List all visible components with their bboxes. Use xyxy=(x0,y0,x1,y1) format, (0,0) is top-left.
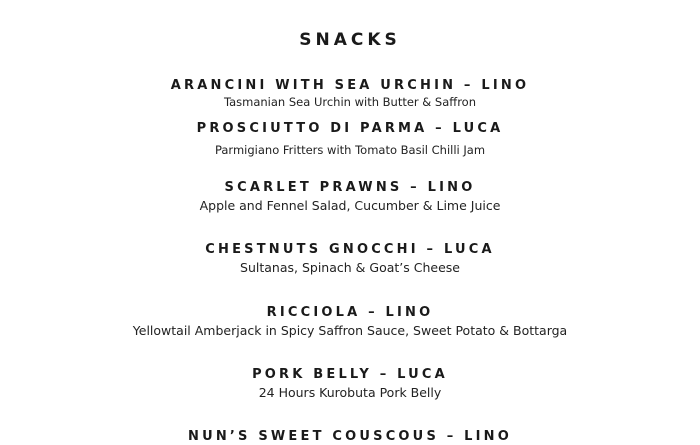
menu-item-description: Tasmanian Sea Urchin with Butter & Saffron xyxy=(223,95,476,109)
menu-item xyxy=(0,305,700,339)
menu-item-name: NUN’S SWEET COUSCOUS – LINO xyxy=(187,429,513,444)
menu-item-name: PROSCIUTTO DI PARMA – LUCA xyxy=(196,121,504,136)
menu-item xyxy=(0,429,700,445)
menu-item xyxy=(0,180,700,214)
menu-item xyxy=(0,367,700,401)
menu-item-description: Apple and Fennel Salad, Cucumber & Lime Juice xyxy=(199,198,501,213)
section-title: SNACKS xyxy=(299,30,401,50)
menu-item xyxy=(0,78,700,110)
menu-item-description: Yellowtail Amberjack in Spicy Saffron Sauce, Sweet Potato & Bottarga xyxy=(132,323,568,338)
menu-item-name: SCARLET PRAWNS – LINO xyxy=(224,180,476,195)
menu-item-description: Sultanas, Spinach & Goat’s Cheese xyxy=(240,260,460,275)
menu-item-description: 24 Hours Kurobuta Pork Belly xyxy=(258,385,442,400)
menu-item-description: Parmigiano Fritters with Tomato Basil Chilli Jam xyxy=(214,143,486,157)
menu-item-name: PORK BELLY – LUCA xyxy=(252,367,448,382)
menu-item-name: ARANCINI WITH SEA URCHIN – LINO xyxy=(170,78,530,93)
menu-item xyxy=(0,242,700,276)
menu-item-name: RICCIOLA – LINO xyxy=(266,305,434,320)
menu-item-name: CHESTNUTS GNOCCHI – LUCA xyxy=(205,242,495,257)
menu-item xyxy=(0,121,700,158)
